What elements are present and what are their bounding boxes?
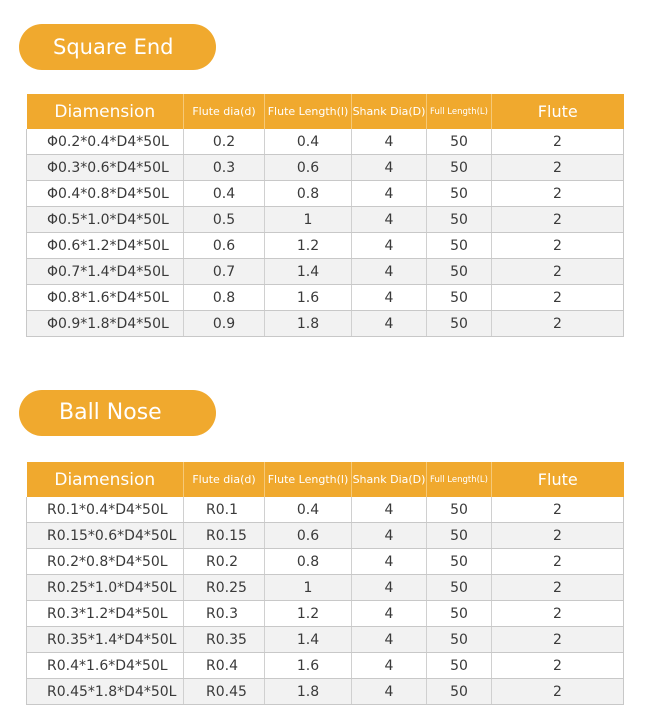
cell-flute: 2: [492, 259, 624, 285]
cell-shank-dia: 4: [352, 679, 427, 705]
cell-full-length: 50: [427, 601, 492, 627]
cell-full-length: 50: [427, 285, 492, 311]
header-flute-length: Flute Length(l): [265, 462, 352, 497]
cell-dimension: Φ0.4*0.8*D4*50L: [27, 181, 184, 207]
table-row: [27, 311, 624, 337]
cell-dimension: R0.3*1.2*D4*50L: [27, 601, 184, 627]
cell-full-length: 50: [427, 181, 492, 207]
cell-dimension: R0.4*1.6*D4*50L: [27, 653, 184, 679]
cell-shank-dia: 4: [352, 653, 427, 679]
cell-full-length: 50: [427, 311, 492, 337]
table-row: [27, 575, 624, 601]
cell-shank-dia: 4: [352, 155, 427, 181]
cell-dimension: Φ0.6*1.2*D4*50L: [27, 233, 184, 259]
cell-flute-dia: R0.15: [184, 523, 265, 549]
table-row: [27, 653, 624, 679]
cell-flute-dia: R0.45: [184, 679, 265, 705]
cell-shank-dia: 4: [352, 601, 427, 627]
cell-flute: 2: [492, 627, 624, 653]
cell-flute: 2: [492, 497, 624, 523]
cell-flute: 2: [492, 155, 624, 181]
header-shank-dia: Shank Dia(D): [352, 94, 427, 129]
cell-flute-length: 0.6: [265, 155, 352, 181]
cell-shank-dia: 4: [352, 207, 427, 233]
cell-flute-length: 1.2: [265, 233, 352, 259]
cell-flute-length: 1: [265, 575, 352, 601]
cell-full-length: 50: [427, 207, 492, 233]
cell-flute-length: 1.2: [265, 601, 352, 627]
header-flute-length: Flute Length(l): [265, 94, 352, 129]
header-flute-dia: Flute dia(d): [184, 462, 265, 497]
header-full-length: Full Length(L): [427, 462, 492, 497]
header-flute-dia: Flute dia(d): [184, 94, 265, 129]
table-row: [27, 549, 624, 575]
square-end-table: [26, 94, 624, 337]
header-dimension: Diamension: [27, 94, 184, 129]
table-header-row: [27, 462, 624, 497]
cell-flute-dia: 0.8: [184, 285, 265, 311]
cell-flute-dia: R0.25: [184, 575, 265, 601]
cell-flute-dia: 0.7: [184, 259, 265, 285]
cell-flute-dia: 0.2: [184, 129, 265, 155]
cell-flute-length: 1.8: [265, 679, 352, 705]
cell-flute-dia: 0.6: [184, 233, 265, 259]
cell-flute-length: 1.8: [265, 311, 352, 337]
table-row: [27, 627, 624, 653]
cell-flute: 2: [492, 129, 624, 155]
table-row: [27, 285, 624, 311]
header-flute: Flute: [492, 94, 624, 129]
header-flute: Flute: [492, 462, 624, 497]
cell-full-length: 50: [427, 233, 492, 259]
table-header-row: [27, 94, 624, 129]
cell-flute-length: 1.4: [265, 627, 352, 653]
cell-flute: 2: [492, 679, 624, 705]
cell-full-length: 50: [427, 497, 492, 523]
cell-flute-length: 1: [265, 207, 352, 233]
table-row: [27, 601, 624, 627]
table-row: [27, 181, 624, 207]
cell-flute-dia: 0.9: [184, 311, 265, 337]
cell-flute: 2: [492, 181, 624, 207]
table-row: [27, 523, 624, 549]
cell-full-length: 50: [427, 653, 492, 679]
cell-shank-dia: 4: [352, 259, 427, 285]
cell-flute-length: 1.6: [265, 285, 352, 311]
header-dimension: Diamension: [27, 462, 184, 497]
cell-full-length: 50: [427, 155, 492, 181]
cell-dimension: R0.35*1.4*D4*50L: [27, 627, 184, 653]
cell-dimension: Φ0.3*0.6*D4*50L: [27, 155, 184, 181]
header-shank-dia: Shank Dia(D): [352, 462, 427, 497]
cell-shank-dia: 4: [352, 181, 427, 207]
table-row: [27, 259, 624, 285]
square-end-title: Square End: [19, 24, 216, 70]
cell-flute-dia: 0.5: [184, 207, 265, 233]
cell-shank-dia: 4: [352, 549, 427, 575]
cell-full-length: 50: [427, 523, 492, 549]
cell-flute-dia: R0.35: [184, 627, 265, 653]
table-row: [27, 497, 624, 523]
cell-dimension: Φ0.5*1.0*D4*50L: [27, 207, 184, 233]
cell-flute-dia: 0.4: [184, 181, 265, 207]
table-row: [27, 207, 624, 233]
table-row: [27, 155, 624, 181]
table-row: [27, 679, 624, 705]
cell-flute-length: 1.6: [265, 653, 352, 679]
cell-flute-length: 0.8: [265, 549, 352, 575]
cell-flute-dia: R0.2: [184, 549, 265, 575]
ball-nose-title: Ball Nose: [19, 390, 216, 436]
cell-dimension: Φ0.7*1.4*D4*50L: [27, 259, 184, 285]
cell-flute-dia: R0.3: [184, 601, 265, 627]
cell-dimension: R0.25*1.0*D4*50L: [27, 575, 184, 601]
cell-flute: 2: [492, 233, 624, 259]
cell-full-length: 50: [427, 259, 492, 285]
cell-shank-dia: 4: [352, 285, 427, 311]
cell-flute-length: 1.4: [265, 259, 352, 285]
cell-dimension: R0.2*0.8*D4*50L: [27, 549, 184, 575]
cell-full-length: 50: [427, 627, 492, 653]
cell-dimension: R0.15*0.6*D4*50L: [27, 523, 184, 549]
cell-flute-length: 0.4: [265, 129, 352, 155]
cell-flute-length: 0.6: [265, 523, 352, 549]
cell-shank-dia: 4: [352, 627, 427, 653]
cell-full-length: 50: [427, 679, 492, 705]
cell-dimension: R0.45*1.8*D4*50L: [27, 679, 184, 705]
cell-flute: 2: [492, 523, 624, 549]
cell-full-length: 50: [427, 129, 492, 155]
cell-dimension: Φ0.8*1.6*D4*50L: [27, 285, 184, 311]
cell-dimension: Φ0.9*1.8*D4*50L: [27, 311, 184, 337]
cell-full-length: 50: [427, 575, 492, 601]
cell-flute-length: 0.4: [265, 497, 352, 523]
table-row: [27, 129, 624, 155]
cell-flute: 2: [492, 601, 624, 627]
ball-nose-table: [26, 462, 624, 705]
cell-flute-dia: 0.3: [184, 155, 265, 181]
cell-flute-length: 0.8: [265, 181, 352, 207]
cell-shank-dia: 4: [352, 523, 427, 549]
header-full-length: Full Length(L): [427, 94, 492, 129]
cell-shank-dia: 4: [352, 233, 427, 259]
cell-shank-dia: 4: [352, 311, 427, 337]
cell-dimension: Φ0.2*0.4*D4*50L: [27, 129, 184, 155]
cell-shank-dia: 4: [352, 129, 427, 155]
cell-flute: 2: [492, 311, 624, 337]
cell-flute: 2: [492, 285, 624, 311]
cell-flute-dia: R0.4: [184, 653, 265, 679]
cell-dimension: R0.1*0.4*D4*50L: [27, 497, 184, 523]
cell-shank-dia: 4: [352, 497, 427, 523]
cell-flute: 2: [492, 575, 624, 601]
cell-flute: 2: [492, 207, 624, 233]
cell-flute-dia: R0.1: [184, 497, 265, 523]
cell-flute: 2: [492, 653, 624, 679]
table-row: [27, 233, 624, 259]
cell-full-length: 50: [427, 549, 492, 575]
cell-flute: 2: [492, 549, 624, 575]
cell-shank-dia: 4: [352, 575, 427, 601]
